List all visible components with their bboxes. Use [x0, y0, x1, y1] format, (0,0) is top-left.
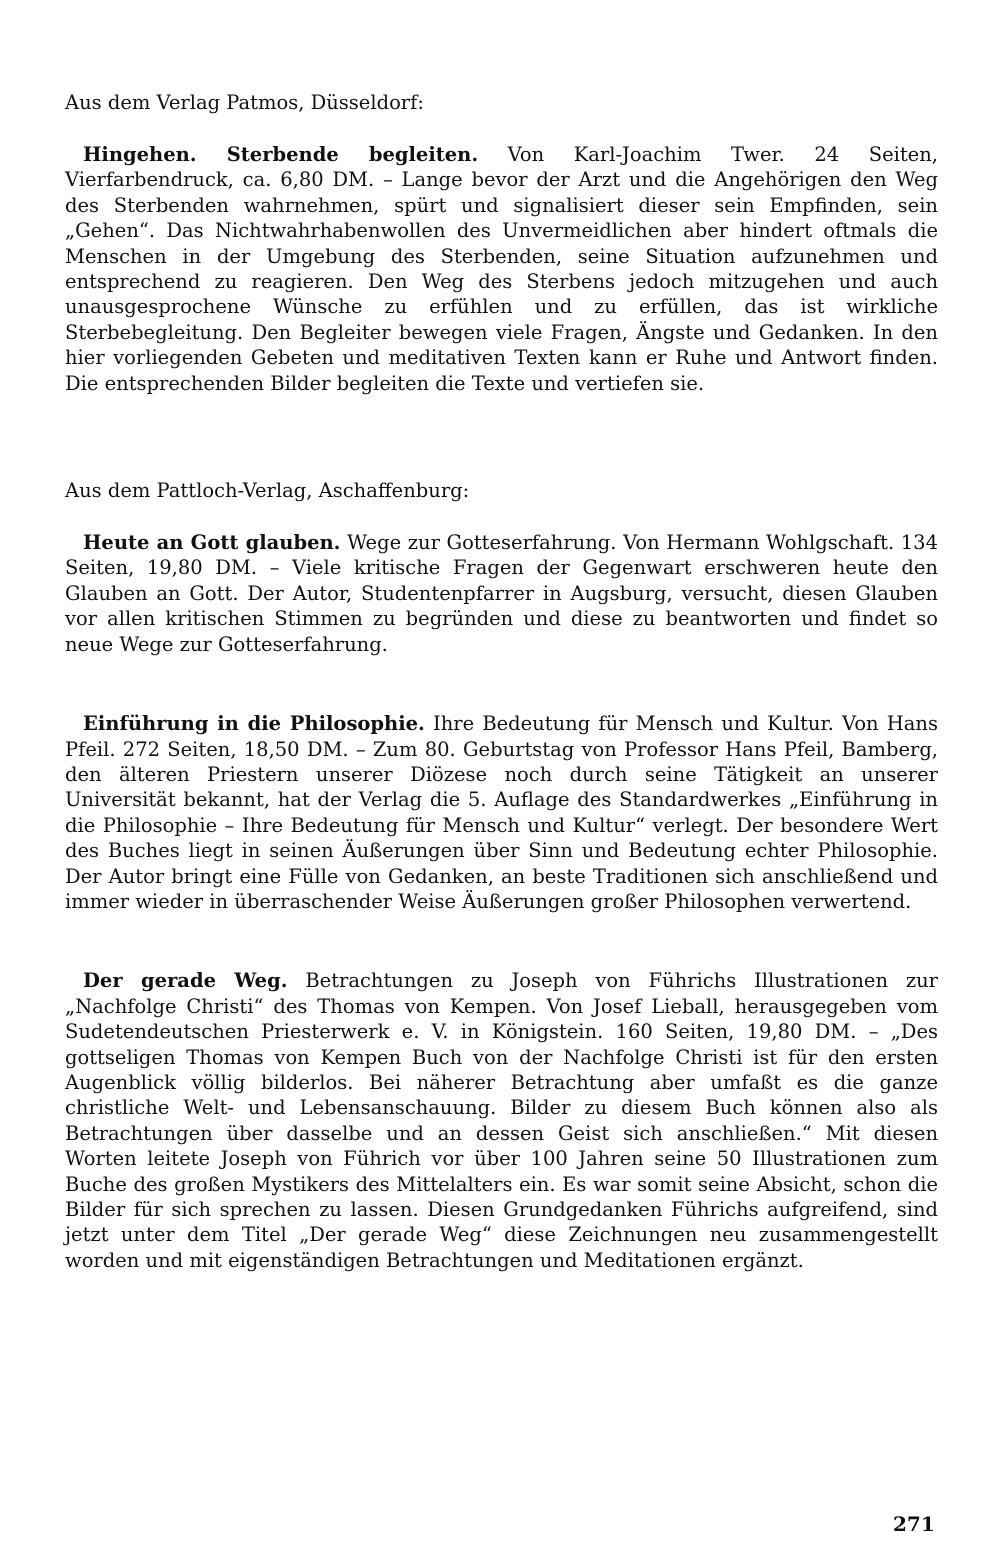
book-title: Hingehen. Sterbende begleiten. — [83, 143, 479, 166]
publisher-heading-pattloch: Aus dem Pattloch-Verlag, Aschaffenburg: — [65, 479, 470, 503]
book-entry-einfuehrung-in-die-philosophie — [65, 711, 938, 914]
book-description: Wege zur Gotteserfahrung. Von Hermann Wohlgschaft. 134 Seiten, 19,80 DM. – Viele kritische Fragen der Gegenwart erschweren heute den Glauben an Gott. Der Autor, Studentenpfarrer in Augsburg, versucht, diesen Glauben vor allen kritischen Stimmen zu begründen und diese zu beantworten und findet so neue Wege zur Gotteserfahrung. — [65, 531, 938, 656]
book-description: Von Karl-Joachim Twer. 24 Seiten, Vierfarbendruck, ca. 6,80 DM. – Lange bevor der Arzt und die Angehörigen den Weg des Sterbenden wahrnehmen, spürt und signalisiert dieser sein Empfinden, sein „Gehen“. Das Nichtwahrhabenwollen des Unvermeidlichen aber hindert oftmals die Menschen in der Umgebung des Sterbenden, seine Situation aufzunehmen und entsprechend zu reagieren. Den Weg des Sterbens jedoch mitzugehen und auch unausgesprochene Wünsche zu erfühlen und zu erfüllen, das ist wirkliche Sterbebegleitung. Den Begleiter bewegen viele Fragen, Ängste und Gedanken. In den hier vorliegenden Gebeten und meditativen Texten kann er Ruhe und Antwort finden. Die entsprechenden Bilder begleiten die Texte und vertiefen sie. — [65, 143, 938, 395]
book-review-page — [65, 90, 938, 1273]
book-description: Ihre Bedeutung für Mensch und Kultur. Von Hans Pfeil. 272 Seiten, 18,50 DM. – Zum 80. Geburtstag von Professor Hans Pfeil, Bamberg, den älteren Priestern unserer Diözese noch durch seine Tätigkeit an unserer Universität bekannt, hat der Verlag die 5. Auflage des Standardwerkes „Einführung in die Philosophie – Ihre Bedeutung für Mensch und Kultur“ verlegt. Der besondere Wert des Buches liegt in seinen Äußerungen über Sinn und Bedeutung echter Philosophie. Der Autor bringt eine Fülle von Gedanken, an beste Traditionen sich anschließend und immer wieder in überraschender Weise Äußerungen großer Philosophen verwertend. — [65, 712, 938, 913]
book-entry-heute-an-gott-glauben — [65, 530, 938, 657]
book-description: Betrachtungen zu Joseph von Führichs Illustrationen zur „Nachfolge Christi“ des Thomas von Kempen. Von Josef Lieball, herausgegeben vom Sudetendeutschen Priesterwerk e. V. in Königstein. 160 Seiten, 19,80 DM. – „Des gottseligen Thomas von Kempen Buch von der Nachfolge Christi ist für den ersten Augenblick völlig bilderlos. Bei näherer Betrachtung aber umfaßt es die ganze christliche Welt- und Lebensanschauung. Bilder zu diesem Buch können also als Betrachtungen über dasselbe und an dessen Geist sich anschließen.“ Mit diesen Worten leitete Joseph von Führich vor über 100 Jahren seine 50 Illustrationen zum Buche des großen Mystikers des Mittelalters ein. Es war somit seine Absicht, schon die Bilder für sich sprechen zu lassen. Diesen Grundgedanken Führichs aufgreifend, sind jetzt unter dem Titel „Der gerade Weg“ diese Zeichnungen neu zusammengestellt worden und mit eigenständigen Betrachtungen und Meditationen ergänzt. — [65, 969, 938, 1272]
page-number: 271 — [893, 1512, 935, 1536]
book-entry-hingehen — [65, 142, 938, 396]
book-title: Einführung in die Philosophie. — [83, 712, 425, 736]
publisher-heading-patmos: Aus dem Verlag Patmos, Düsseldorf: — [65, 91, 424, 114]
book-title: Der gerade Weg. — [83, 969, 288, 993]
book-entry-der-gerade-weg — [65, 968, 938, 1273]
book-title: Heute an Gott glauben. — [83, 531, 341, 555]
